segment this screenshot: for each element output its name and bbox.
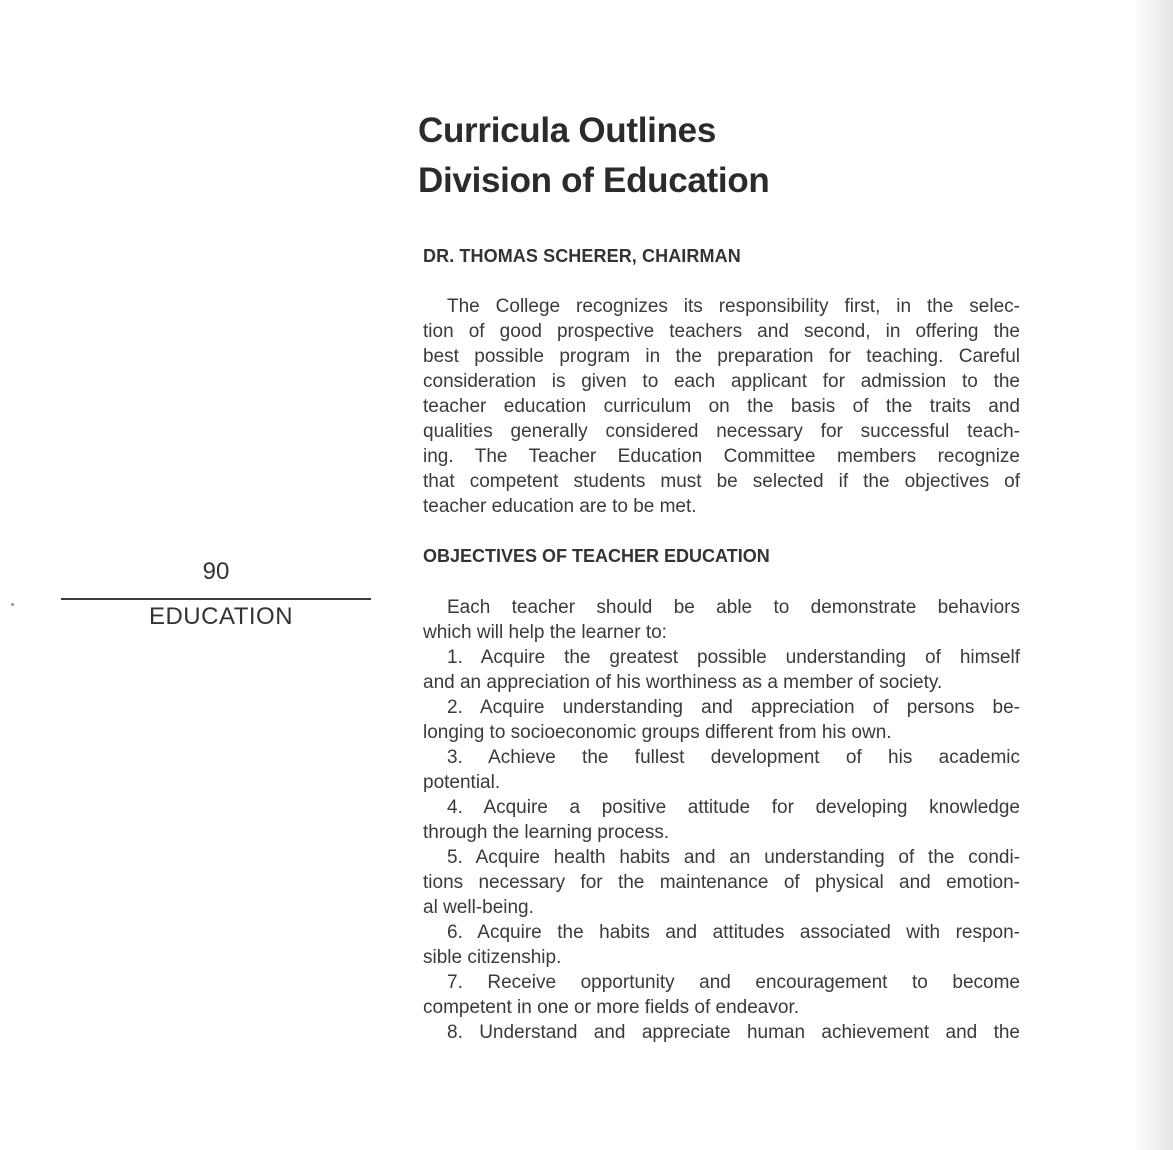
- page-title: [418, 106, 770, 206]
- page-edge-shadow: [1133, 0, 1173, 1150]
- objective-line: 6. Acquire the habits and attitudes associated with respon-: [447, 922, 1020, 943]
- intro-line: qualities generally considered necessary for successful teach-: [423, 421, 1020, 442]
- objective-line: longing to socioeconomic groups different from his own.: [423, 722, 892, 743]
- objective-line: competent in one or more fields of endeavor.: [423, 997, 800, 1018]
- title-line-2: Division of Education: [418, 161, 770, 200]
- scan-speck: [11, 603, 14, 606]
- objective-line: 7. Receive opportunity and encouragement to become: [447, 972, 1020, 993]
- intro-line: teacher education are to be met.: [423, 496, 697, 517]
- objective-line: al well-being.: [423, 897, 534, 918]
- intro-line: teacher education curriculum on the basis of the traits and: [423, 396, 1020, 417]
- intro-line: The College recognizes its responsibility first, in the selec-: [447, 296, 1020, 317]
- objective-line: Each teacher should be able to demonstrate behaviors: [447, 597, 1020, 618]
- objective-line: 1. Acquire the greatest possible understanding of himself: [447, 647, 1020, 668]
- objective-line: tions necessary for the maintenance of physical and emotion-: [423, 872, 1020, 893]
- intro-line: consideration is given to each applicant for admission to the: [423, 371, 1020, 392]
- margin-divider: [61, 598, 371, 600]
- intro-line: ing. The Teacher Education Committee members recognize: [423, 446, 1020, 467]
- intro-line: that competent students must be selected if the objectives of: [423, 471, 1020, 492]
- page-number: 90: [202, 558, 230, 585]
- objective-line: 5. Acquire health habits and an understanding of the condi-: [447, 847, 1020, 868]
- intro-paragraph: [423, 294, 1020, 519]
- objectives-list: [423, 595, 1020, 1045]
- title-line-1: Curricula Outlines: [418, 111, 716, 150]
- intro-line: best possible program in the preparation for teaching. Careful: [423, 346, 1020, 367]
- objective-line: and an appreciation of his worthiness as a member of society.: [423, 672, 943, 693]
- objective-line: 4. Acquire a positive attitude for developing knowledge: [447, 797, 1020, 818]
- section-label: EDUCATION: [148, 603, 294, 630]
- chairman-heading: DR. THOMAS SCHERER, CHAIRMAN: [423, 246, 741, 266]
- objectives-heading: OBJECTIVES OF TEACHER EDUCATION: [423, 546, 770, 566]
- objective-line: 2. Acquire understanding and appreciation of persons be-: [447, 697, 1020, 718]
- objective-line: 3. Achieve the fullest development of his academic: [447, 747, 1020, 768]
- objective-line: potential.: [423, 772, 501, 793]
- objective-line: 8. Understand and appreciate human achievement and the: [447, 1022, 1020, 1043]
- objective-line: which will help the learner to:: [423, 622, 667, 643]
- objective-line: sible citizenship.: [423, 947, 562, 968]
- objective-line: through the learning process.: [423, 822, 670, 843]
- intro-line: tion of good prospective teachers and second, in offering the: [423, 321, 1020, 342]
